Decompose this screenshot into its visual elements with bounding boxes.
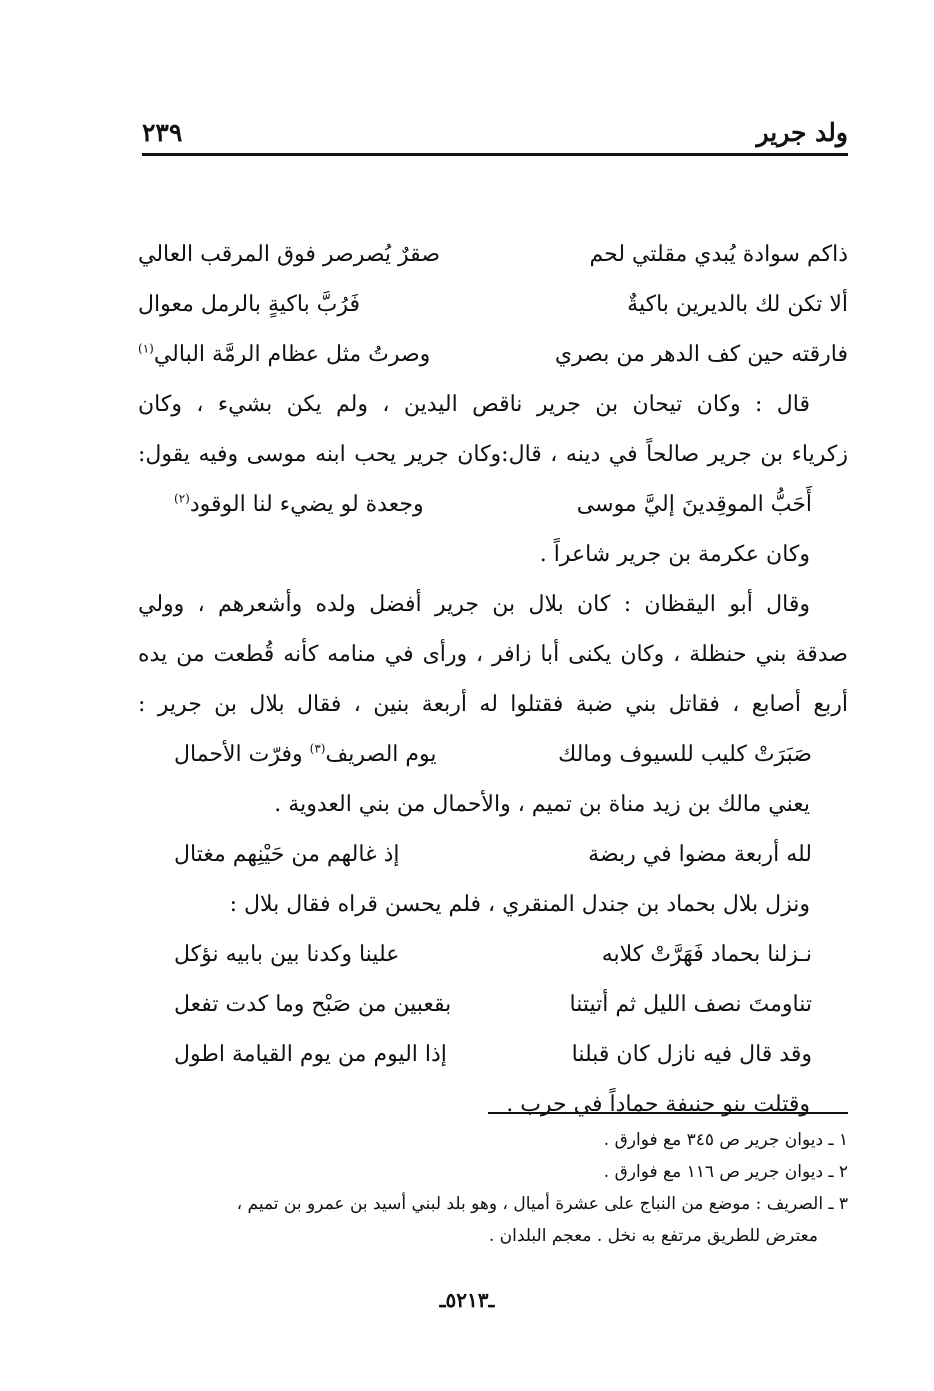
prose-line: زكرياء بن جرير صالحاً في دينه ، قال:وكان جرير يحب ابنه موسى وفيه يقول: [138,442,848,467]
verse-hemistich-first: أَحَبُّ الموقِدينَ إليَّ موسى [576,492,812,517]
verse-hemistich-first: وقد قال فيه نازل كان قبلنا [571,1042,812,1067]
verse-line [138,1030,848,1080]
verse-hemistich-second: إذا اليوم من يوم القيامة اطول [174,1042,447,1067]
verse-line [138,230,848,280]
verse-text-tail: وفرّت الأحمال [174,742,303,767]
verse-hemistich-first: تناومتَ نصف الليل ثم أتيتنا [569,992,812,1017]
running-header [142,112,848,152]
verse-line [138,930,848,980]
footnotes [138,1124,848,1252]
header-rule [142,153,848,156]
footnote-3-continued: معترض للطريق مرتفع به نخل . معجم البلدان . [488,1226,818,1246]
verse-hemistich-second: فَرُبَّ باكيةٍ بالرمل معوال [138,292,361,317]
verse-hemistich-second [138,330,430,380]
prose-line: وقال أبو اليقظان : كان بلال بن جرير أفضل ولده وأشعرهم ، وولي [138,592,810,617]
prose-line: قال : وكان تيحان بن جرير ناقص اليدين ، ولم يكن بشيء ، وكان [138,392,810,417]
verse-hemistich-first: ذاكم سوادة يُبدي مقلتي لحم [589,242,848,267]
verse-text: يوم الصريف [325,742,437,767]
verse-line [138,480,848,530]
footnote-2: ٢ ـ ديوان جرير ص ١١٦ مع فوارق . [603,1162,848,1182]
prose-line: أربع أصابع ، فقاتل بني ضبة فقتلوا له أربعة بنين ، فقال بلال بن جرير : [138,692,848,717]
footnote-marker: (٣) [309,741,326,756]
page-number: ٢٣٩ [142,118,183,147]
prose-line: ونزل بلال بحماد بن جندل المنقري ، فلم يحسن قراه فقال بلال : [229,892,810,917]
footnote-marker: (٢) [174,491,190,506]
prose-line: وقتلت بنو حنيفة حماداً في حرب . [506,1092,810,1117]
verse-hemistich-second [174,730,437,780]
verse-hemistich-first: صَبَرَتْ كليب للسيوف ومالك [558,742,812,767]
prose-line: صدقة بني حنظلة ، وكان يكنى أبا زافر ، ورأى في منامه كأنه قُطعت من يده [138,642,848,667]
verse-hemistich-second [174,480,424,530]
verse-hemistich-first: ألا تكن لك بالديرين باكيةٌ [627,292,848,317]
footnote-3: ٣ ـ الصريف : موضع من النباج على عشرة أميال ، وهو بلد لبني أسيد بن عمرو بن تميم ، [236,1194,848,1214]
footnote-rule [488,1112,848,1114]
footnote-marker: (١) [138,341,154,356]
verse-line [138,280,848,330]
verse-text: وجعدة لو يضيء لنا الوقود [189,492,424,517]
folio-number: ـ٥٢١٣ـ [439,1288,495,1312]
verse-line [138,730,848,780]
prose-line: يعني مالك بن زيد مناة بن تميم ، والأحمال من بني العدوية . [274,792,810,817]
verse-hemistich-first: فارقته حين كف الدهر من بصري [554,342,848,367]
verse-line [138,980,848,1030]
verse-line [138,330,848,380]
footnote-1: ١ ـ ديوان جرير ص ٣٤٥ مع فوارق . [603,1130,848,1150]
verse-text: وصرتُ مثل عظام الرمَّة البالي [153,342,431,367]
verse-hemistich-first: لله أربعة مضوا في ربضة [588,842,812,867]
verse-hemistich-second: صقرٌ يُصرصر فوق المرقب العالي [138,242,440,267]
page-body [138,230,848,1130]
verse-hemistich-second: بقعبين من صَبْح وما كدت تفعل [174,992,452,1017]
verse-hemistich-first: نـزلنا بحماد فَهَرَّتْ كلابه [601,942,812,967]
verse-line [138,830,848,880]
verse-hemistich-second: إذ غالهم من حَيْنِهم مغتال [174,842,400,867]
chapter-title: ولد جرير [756,118,848,147]
prose-line: وكان عكرمة بن جرير شاعراً . [539,542,810,567]
verse-hemistich-second: علينا وكدنا بين بابيه نؤكل [174,942,400,967]
